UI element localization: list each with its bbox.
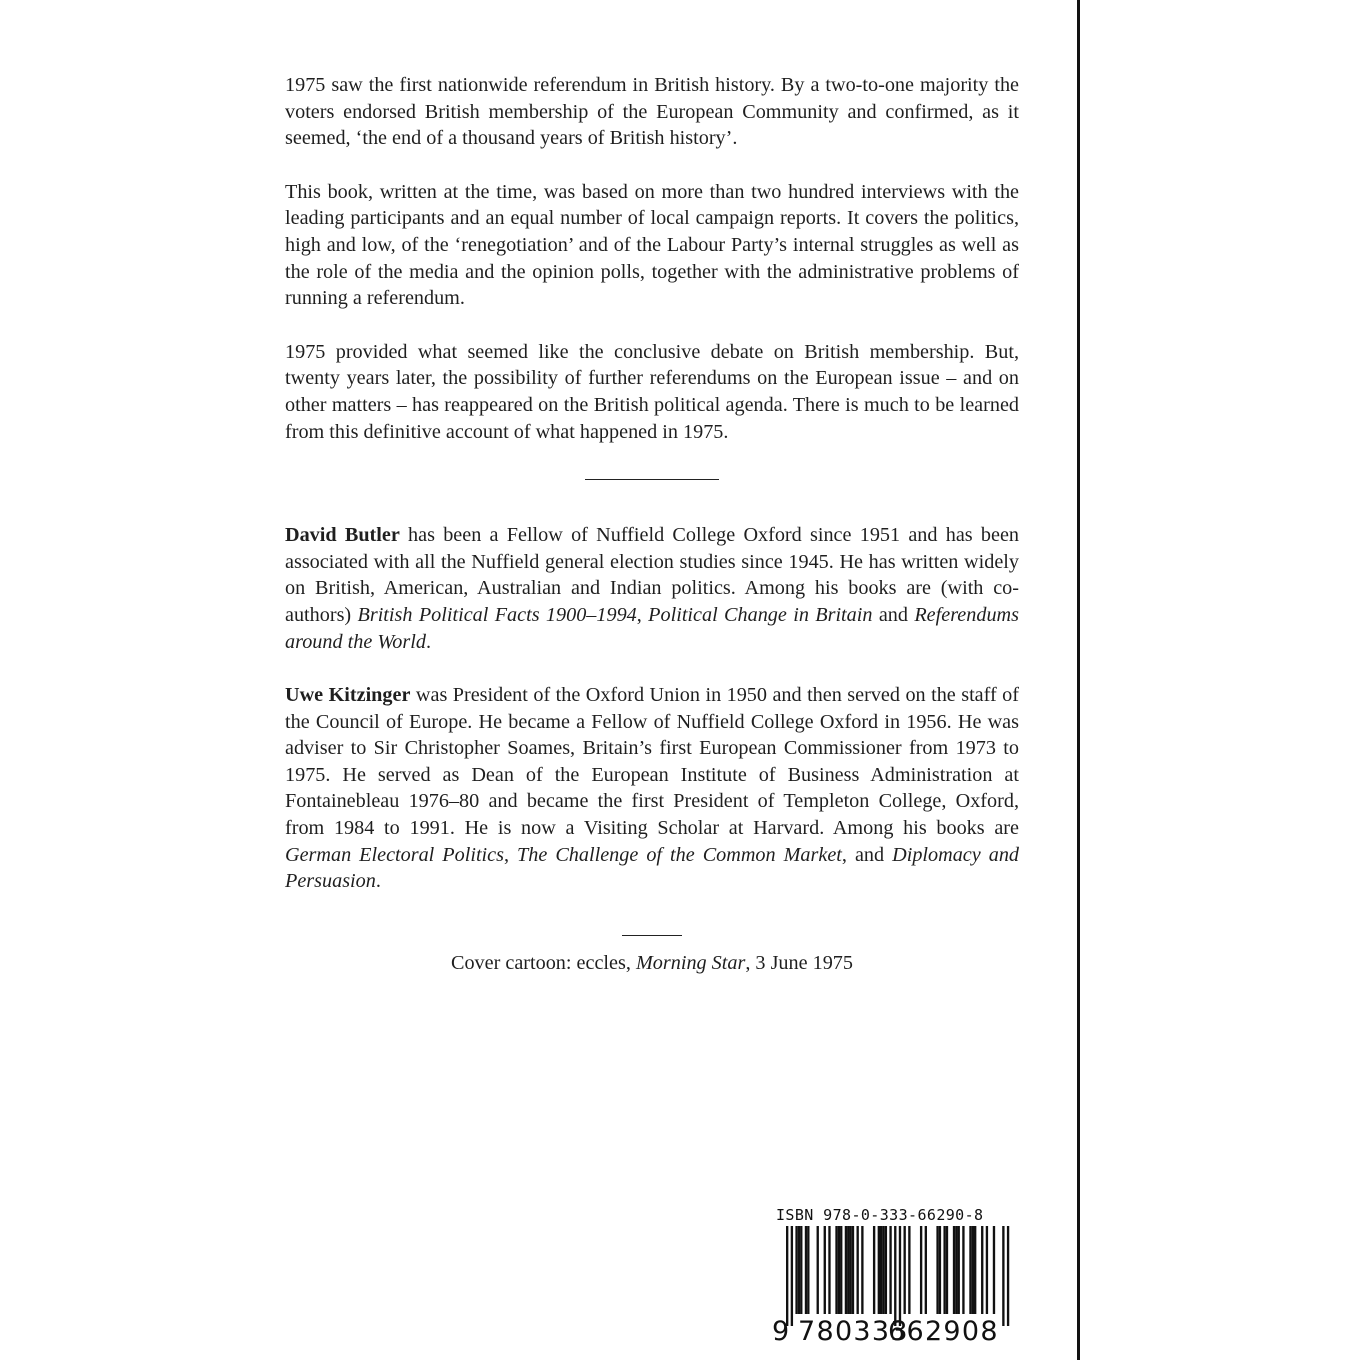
barcode-bar [840,1226,842,1314]
barcode-bar [981,1226,983,1314]
barcode-bar [798,1226,800,1314]
barcode-bar [908,1226,910,1314]
section-divider [585,479,719,480]
blurb-paragraph-3: 1975 provided what seemed like the conclusive debate on British membership. But, twenty years later, the possibility of further referendums on the European issue – and on other matters – has reappeared on the British political agenda. There is much to be learned from this definitive account of what happened in 1975. [285,340,1019,443]
barcode-bar [845,1226,847,1314]
barcode-bar [880,1226,882,1314]
author-name-kitzinger: Uwe Kitzinger [285,684,411,707]
book-title: Diplomacy and Persuasion [285,843,1020,893]
book-title: The Challenge of the Common Market [517,843,842,866]
barcode-bar [1002,1226,1004,1326]
book-title: Political Change in Britain [648,603,873,626]
barcode-bar [955,1226,957,1314]
barcode-bar [849,1226,851,1314]
barcode-bar [873,1226,875,1314]
blurb-paragraph-2: This book, written at the time, was based on more than two hundred interviews with the leading participants and an equal number of local campaign reports. It covers the politics, high and low, of the ‘renegotiation’ and of the Labour Party’s internal struggles as well as the role of the media and the opinion polls, together with the administrative problems of running a referendum. [285,180,1019,310]
barcode-bar [817,1226,819,1314]
barcode-bar [925,1226,927,1314]
blurb-paragraph-1: 1975 saw the first nationwide referendum in British history. By a two-to-one majority the voters endorsed British membership of the European Community and confirmed, as it seemed, ‘the end of a thousand years of British history’. [285,74,1019,150]
barcode-bar [807,1226,809,1314]
author-bio-kitzinger: Uwe Kitzinger was President of the Oxford Union in 1950 and then served on the staff of the Council of Europe. He became a Fellow of Nuffield College Oxford in 1956. He was adviser to Sir Christopher Soames, Britain’s first European Commissioner from 1973 to 1975. He served as Dean of the European Institute of Business Administration at Fontainebleau 1976–80 and became the first President of Templeton College, Oxford, from 1984 to 1991. He is now a Visiting Scholar at Harvard. Among his books are German Electoral Politics, The Challenge of the Common Market, and Diplomacy and Persuasion. [285,684,1020,893]
barcode-bar [828,1226,830,1314]
barcode-bar [786,1226,788,1326]
barcode-bar [974,1226,976,1314]
barcode-bar [791,1226,793,1326]
credit-source: Morning Star [635,951,746,974]
barcode-bar [885,1226,887,1314]
back-cover-text [285,72,1019,976]
barcode-bar [861,1226,863,1314]
barcode-bar [962,1226,964,1314]
barcode-bar [795,1226,797,1314]
book-title: British Political Facts 1900–1994 [357,603,637,626]
barcode-bar [946,1226,948,1314]
barcode-bar [835,1226,837,1314]
book-title: Referendums around the World [285,603,1019,653]
barcode-bar [993,1226,995,1314]
barcode-bar [972,1226,974,1314]
isbn-barcode: ISBN 978-0-333-66290-8 9 780333 662908 [772,1206,1022,1344]
barcode-bars [772,1226,1022,1326]
barcode-bar [986,1226,988,1314]
isbn-label: ISBN 978-0-333-66290-8 [776,1206,984,1224]
barcode-bar [847,1226,849,1314]
author-name-butler: David Butler [285,524,400,547]
barcode-bar [936,1226,938,1314]
author-bio-butler: David Butler has been a Fellow of Nuffield College Oxford since 1951 and has been associated with all the Nuffield general election studies since 1945. He has written widely on British, American, Australian and Indian politics. Among his books are (with co-authors) British Political Facts 1900–1994, Political Change in Britain and Referendums around the World. [285,524,1019,653]
barcode-bar [943,1226,945,1314]
barcode-bar [852,1226,854,1314]
barcode-bar [920,1226,922,1314]
barcode-bar [939,1226,941,1314]
barcode-bar [838,1226,840,1314]
book-title: German Electoral Politics [285,843,504,866]
barcode-bar [805,1226,807,1314]
barcode-bar [904,1226,906,1314]
credit-divider [622,935,682,936]
barcode-bar [958,1226,960,1314]
barcode-bar [1007,1226,1009,1326]
barcode-bar [824,1226,826,1314]
barcode-bar [882,1226,884,1314]
barcode-bar [894,1226,896,1326]
barcode-bar [953,1226,955,1314]
spine-edge-line [1077,0,1080,1360]
barcode-bar [899,1226,901,1326]
barcode-bar [878,1226,880,1314]
barcode-bar [969,1226,971,1314]
barcode-bar [800,1226,802,1314]
cover-credit: Cover cartoon: eccles, Morning Star, 3 June 1975 [450,951,853,974]
barcode-bar [889,1226,891,1314]
barcode-bar [857,1226,859,1314]
